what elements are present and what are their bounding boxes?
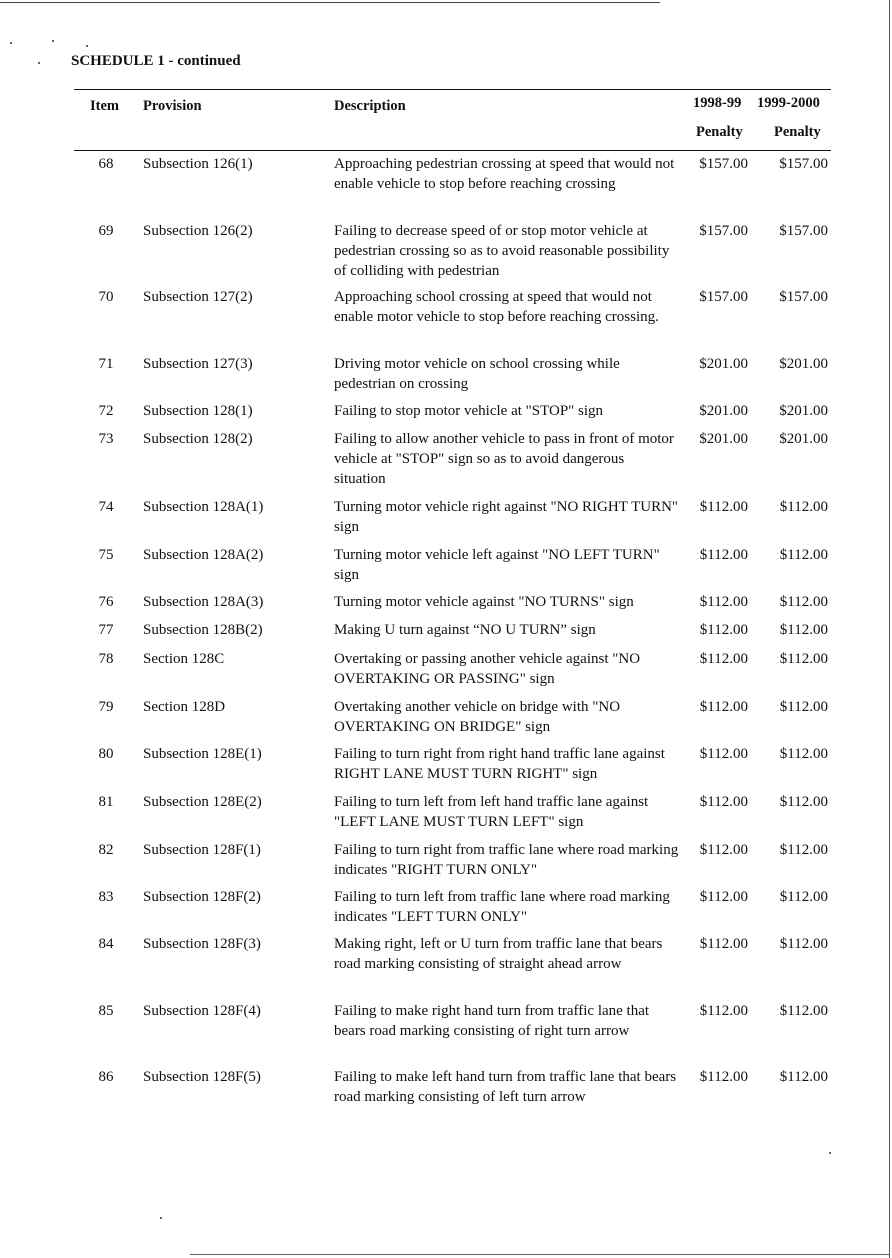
description-cell: Failing to turn right from right hand traffic lane against RIGHT LANE MUST TURN RIGHT" sign [334,746,665,782]
penalty-1998-99: $201.00 [699,356,748,372]
penalty-1999-2000: $112.00 [779,936,828,952]
provision-cell: Subsection 128F(5) [143,1069,261,1085]
penalty-1998-99: $112.00 [699,1003,748,1019]
penalty-1998-99: $112.00 [699,699,748,715]
item-number: 82 [98,842,114,858]
penalty-1998-99: $112.00 [699,794,748,810]
penalty-1998-99: $157.00 [699,223,748,239]
description-cell: Turning motor vehicle against "NO TURNS" sign [334,594,634,610]
penalty-1998-99: $157.00 [699,289,748,305]
penalty-1999-2000: $112.00 [779,651,828,667]
penalty-1999-2000: $112.00 [779,622,828,638]
item-number: 69 [98,223,114,239]
penalty-1999-2000: $112.00 [779,746,828,762]
provision-cell: Subsection 128(2) [143,431,253,447]
schedule-title: SCHEDULE 1 - continued [71,53,241,69]
provision-cell: Subsection 128A(1) [143,499,264,515]
description-cell: Approaching pedestrian crossing at speed that would not enable vehicle to stop before reaching crossing [334,156,675,192]
penalty-1999-2000: $112.00 [779,547,828,563]
item-number: 70 [98,289,114,305]
provision-cell: Section 128D [143,699,226,715]
item-number: 76 [98,594,114,610]
provision-cell: Subsection 127(2) [143,289,253,305]
item-number: 74 [98,499,114,515]
penalty-1999-2000: $201.00 [779,431,828,447]
penalty-1999-2000: $157.00 [779,223,828,239]
provision-cell: Subsection 126(2) [143,223,253,239]
penalty-1999-2000: $112.00 [779,1069,828,1085]
item-number: 75 [98,547,114,563]
provision-cell: Section 128C [143,651,225,667]
penalty-1998-99: $112.00 [699,746,748,762]
header-description: Description [334,98,406,114]
provision-cell: Subsection 128F(1) [143,842,261,858]
provision-cell: Subsection 127(3) [143,356,253,372]
header-provision: Provision [143,98,202,114]
provision-cell: Subsection 128B(2) [143,622,263,638]
item-number: 83 [98,889,114,905]
description-cell: Failing to turn left from left hand traffic lane against "LEFT LANE MUST TURN LEFT" sign [334,794,649,830]
item-number: 85 [98,1003,114,1019]
penalty-1998-99: $201.00 [699,431,748,447]
header-year-1999-2000: 1999-2000 [757,95,820,111]
description-cell: Overtaking or passing another vehicle against "NO OVERTAKING OR PASSING" sign [334,651,641,687]
penalty-1998-99: $157.00 [699,156,748,172]
header-year-1998-99: 1998-99 [693,95,742,111]
description-cell: Approaching school crossing at speed that would not enable motor vehicle to stop before reaching crossing. [334,289,659,325]
provision-cell: Subsection 128E(1) [143,746,262,762]
penalty-1998-99: $201.00 [699,403,748,419]
description-cell: Driving motor vehicle on school crossing while pedestrian on crossing [334,356,620,392]
item-number: 68 [98,156,114,172]
penalty-1999-2000: $112.00 [779,594,828,610]
description-cell: Making U turn against “NO U TURN” sign [334,622,596,638]
description-cell: Overtaking another vehicle on bridge with "NO OVERTAKING ON BRIDGE" sign [334,699,621,735]
description-cell: Failing to stop motor vehicle at "STOP" sign [334,403,604,419]
description-cell: Failing to make right hand turn from traffic lane that bears road marking consisting of right turn arrow [334,1003,650,1039]
penalty-1998-99: $112.00 [699,889,748,905]
description-cell: Failing to allow another vehicle to pass in front of motor vehicle at "STOP" sign so as to avoid dangerous situation [334,431,674,487]
description-cell: Turning motor vehicle left against "NO LEFT TURN" sign [334,547,660,583]
provision-cell: Subsection 128A(3) [143,594,264,610]
provision-cell: Subsection 128F(2) [143,889,261,905]
description-cell: Failing to turn right from traffic lane where road marking indicates "RIGHT TURN ONLY" [334,842,679,878]
penalty-1999-2000: $157.00 [779,156,828,172]
penalty-1999-2000: $201.00 [779,356,828,372]
description-cell: Failing to turn left from traffic lane where road marking indicates "LEFT TURN ONLY" [334,889,670,925]
item-number: 71 [98,356,114,372]
item-number: 78 [98,651,114,667]
provision-cell: Subsection 128F(4) [143,1003,261,1019]
penalty-1999-2000: $201.00 [779,403,828,419]
provision-cell: Subsection 128E(2) [143,794,262,810]
item-number: 80 [98,746,114,762]
item-number: 77 [98,622,114,638]
penalty-1999-2000: $112.00 [779,842,828,858]
penalty-1999-2000: $157.00 [779,289,828,305]
description-cell: Failing to make left hand turn from traffic lane that bears road marking consisting of left turn arrow [334,1069,677,1105]
header-item: Item [90,98,119,114]
penalty-1999-2000: $112.00 [779,889,828,905]
provision-cell: Subsection 128(1) [143,403,253,419]
penalty-1998-99: $112.00 [699,547,748,563]
header-penalty-1: Penalty [696,124,743,140]
item-number: 81 [98,794,114,810]
provision-cell: Subsection 128F(3) [143,936,261,952]
provision-cell: Subsection 126(1) [143,156,253,172]
penalty-1998-99: $112.00 [699,1069,748,1085]
penalty-1999-2000: $112.00 [779,1003,828,1019]
penalty-1998-99: $112.00 [699,842,748,858]
penalty-1998-99: $112.00 [699,622,748,638]
item-number: 73 [98,431,114,447]
penalty-1998-99: $112.00 [699,499,748,515]
penalty-1998-99: $112.00 [699,594,748,610]
header-penalty-2: Penalty [774,124,821,140]
description-cell: Turning motor vehicle right against "NO RIGHT TURN" sign [334,499,679,535]
description-cell: Making right, left or U turn from traffic lane that bears road marking consisting of straight ahead arrow [334,936,663,972]
penalty-1998-99: $112.00 [699,936,748,952]
penalty-1999-2000: $112.00 [779,794,828,810]
penalty-1999-2000: $112.00 [779,499,828,515]
provision-cell: Subsection 128A(2) [143,547,264,563]
penalty-1998-99: $112.00 [699,651,748,667]
item-number: 84 [98,936,114,952]
item-number: 86 [98,1069,114,1085]
item-number: 72 [98,403,114,419]
penalty-1999-2000: $112.00 [779,699,828,715]
description-cell: Failing to decrease speed of or stop motor vehicle at pedestrian crossing so as to avoid reasonable possibility of colliding with pedestrian [334,223,670,279]
item-number: 79 [98,699,114,715]
